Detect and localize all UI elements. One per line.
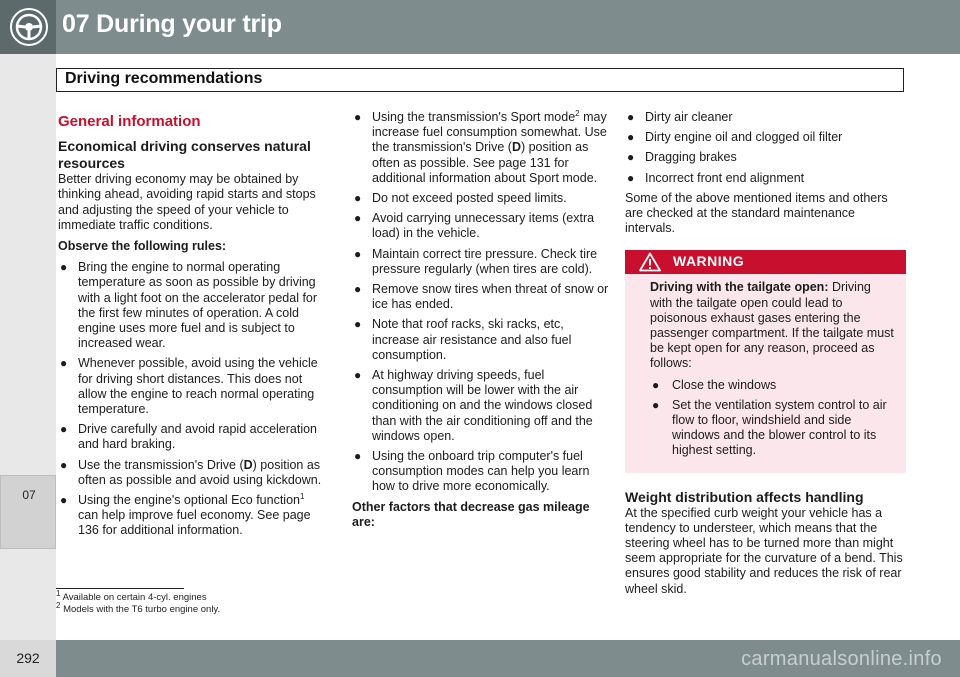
list-item-text: Dirty air cleaner: [645, 110, 733, 124]
side-strip: [0, 54, 56, 640]
list-item: [625, 110, 906, 125]
warning-steps-list: [650, 378, 896, 459]
list-item: [352, 282, 614, 312]
general-information-heading: General information: [58, 113, 201, 130]
warning-header: [625, 250, 906, 274]
list-item-text: can help improve fuel economy. See page 136 for additional information.: [78, 508, 311, 538]
list-item-text: Dragging brakes: [645, 150, 737, 165]
list-item-text: Maintain correct tire pressure. Check tire pressure regularly (when tires are cold).: [372, 246, 598, 276]
footnote-number: 1: [56, 588, 61, 598]
bullet-icon: ●: [60, 260, 68, 275]
warning-lead: Driving with the tailgate open:: [650, 280, 829, 295]
warning-title: WARNING: [673, 253, 745, 270]
bullet-icon: ●: [627, 110, 635, 124]
list-item-text: Incorrect front end alignment: [645, 170, 805, 185]
bullet-icon: ●: [354, 282, 362, 297]
economy-tips-list: [352, 110, 614, 495]
column-1: [58, 110, 326, 544]
column-2: [352, 110, 614, 536]
list-item-text: may increase fuel consumption somewhat. Use the transmission's Drive (: [372, 110, 607, 155]
footnotes: [56, 588, 221, 615]
list-item-text: Set the ventilation system control to air flow to floor, windshield and side windows and the blower control to its highest setting.: [672, 397, 887, 458]
mileage-factors-list: [625, 110, 906, 186]
list-item: [352, 211, 614, 241]
page-number: 292: [16, 650, 40, 666]
bullet-icon: ●: [354, 317, 362, 332]
watermark: carmanualsonline.info: [741, 648, 942, 670]
list-item-text: ) position as often as possible. See page 131 for additional information about Sport mode.: [372, 140, 598, 185]
list-item-text: Close the windows: [672, 377, 777, 392]
weight-distribution-paragraph: At the specified curb weight your vehicle has a tendency to understeer, which means that the steering wheel has to be turned more than might seem appropriate for the curvature of a bend. This ensures good stability and reduces the risk of rear wheel skid.: [625, 505, 903, 596]
list-item: [352, 368, 614, 444]
list-item-text: Do not exceed posted speed limits.: [372, 191, 567, 206]
chapter-tab-label: 07: [22, 488, 36, 502]
bullet-icon: ●: [60, 422, 68, 437]
list-item-text: Whenever possible, avoid using the vehicle for driving short distances. This does not allow the engine to reach normal operating temperature.: [78, 356, 318, 417]
section-title: Driving recommendations: [65, 70, 263, 87]
rules-list: [58, 260, 326, 538]
bullet-icon: ●: [60, 356, 68, 371]
page-number-box: [0, 640, 56, 677]
section-title-bar: [56, 68, 904, 92]
other-factors-label: Other factors that decrease gas mileage are:: [352, 499, 590, 529]
chapter-title: 07 During your trip: [62, 10, 282, 38]
bullet-icon: ●: [354, 246, 362, 261]
weight-distribution-heading: Weight distribution affects handling: [625, 488, 864, 505]
economical-driving-heading: Economical driving conserves natural resources: [58, 138, 311, 172]
list-item: [352, 110, 614, 186]
list-item: [650, 398, 896, 459]
bullet-icon: ●: [627, 150, 635, 165]
bullet-icon: ●: [354, 368, 362, 383]
list-item: [352, 191, 614, 206]
list-item: [58, 422, 326, 452]
footnote-number: 2: [56, 600, 61, 610]
drive-key: D: [243, 457, 253, 472]
bullet-icon: ●: [354, 449, 362, 464]
footnote: [56, 600, 221, 616]
list-item-text: Drive carefully and avoid rapid acceleration and hard braking.: [78, 422, 318, 452]
list-item-text: Avoid carrying unnecessary items (extra load) in the vehicle.: [372, 211, 595, 241]
list-item-text: Using the transmission's Sport mode: [372, 110, 576, 124]
footnote-ref[interactable]: 1: [299, 491, 305, 501]
list-item-text: Use the transmission's Drive (: [78, 457, 244, 472]
list-item: [58, 260, 326, 351]
list-item: [625, 150, 906, 165]
list-item-text: Remove snow tires when threat of snow or ice has ended.: [372, 282, 609, 312]
list-item: [625, 130, 906, 145]
list-item-text: ) position as often as possible and avoid using kickdown.: [78, 457, 322, 487]
list-item: [58, 458, 326, 488]
bullet-icon: ●: [60, 493, 68, 508]
list-item: [625, 171, 906, 186]
intro-paragraph: Better driving economy may be obtained by thinking ahead, avoiding rapid starts and stops and adjusting the speed of your vehicle to immediate traffic conditions.: [58, 172, 316, 232]
bullet-icon: ●: [354, 191, 362, 206]
footnote-divider: [56, 588, 184, 589]
bullet-icon: ●: [60, 457, 68, 472]
footnote-text: Available on certain 4-cyl. engines: [62, 592, 207, 603]
list-item: [352, 247, 614, 277]
bullet-icon: ●: [652, 377, 660, 392]
list-item: [58, 356, 326, 417]
chapter-tab[interactable]: [0, 475, 56, 549]
drive-key: D: [511, 140, 521, 155]
footnote: [56, 588, 220, 604]
rules-label: Observe the following rules:: [58, 239, 227, 254]
column-3: [625, 110, 906, 603]
bullet-icon: ●: [652, 397, 660, 412]
list-item-text: Dirty engine oil and clogged oil filter: [645, 130, 843, 145]
maintenance-paragraph: Some of the above mentioned items and others are checked at the standard maintenance intervals.: [625, 190, 888, 236]
bullet-icon: ●: [627, 170, 635, 185]
list-item-text: Using the engine's optional Eco function: [78, 493, 300, 508]
bullet-icon: ●: [354, 211, 362, 226]
warning-text: Driving with the tailgate open could lead to poisonous exhaust gases entering the passenger compartment. If the tailgate must be kept open for any reason, proceed as follows:: [650, 280, 894, 371]
warning-triangle-icon: [639, 252, 661, 272]
bullet-icon: ●: [354, 110, 362, 124]
list-item-text: At highway driving speeds, fuel consumption will be lower with the air conditioning on and the windows closed than with the air conditioning off and the windows open.: [372, 368, 593, 443]
list-item-text: Note that roof racks, ski racks, etc, increase air resistance and also fuel consumption.: [372, 317, 572, 362]
warning-box: [625, 250, 906, 472]
chapter-logo-box: [0, 0, 56, 54]
footnote-text: Models with the T6 turbo engine only.: [63, 603, 221, 615]
footnote-ref[interactable]: 2: [575, 108, 580, 118]
list-item: [352, 449, 614, 495]
list-item-text: Bring the engine to normal operating temperature as soon as possible by driving with a light foot on the accelerator pedal for the first few minutes of operation. A cold engine uses more fuel and is subject to increased wear.: [78, 260, 318, 351]
warning-body: [625, 274, 906, 458]
list-item: [352, 317, 614, 363]
steering-wheel-icon: [10, 8, 48, 46]
bullet-icon: ●: [627, 130, 635, 145]
list-item-text: Using the onboard trip computer's fuel consumption modes can help you learn how to drive more economically.: [372, 449, 590, 494]
list-item: [58, 493, 326, 539]
list-item: [650, 378, 896, 393]
